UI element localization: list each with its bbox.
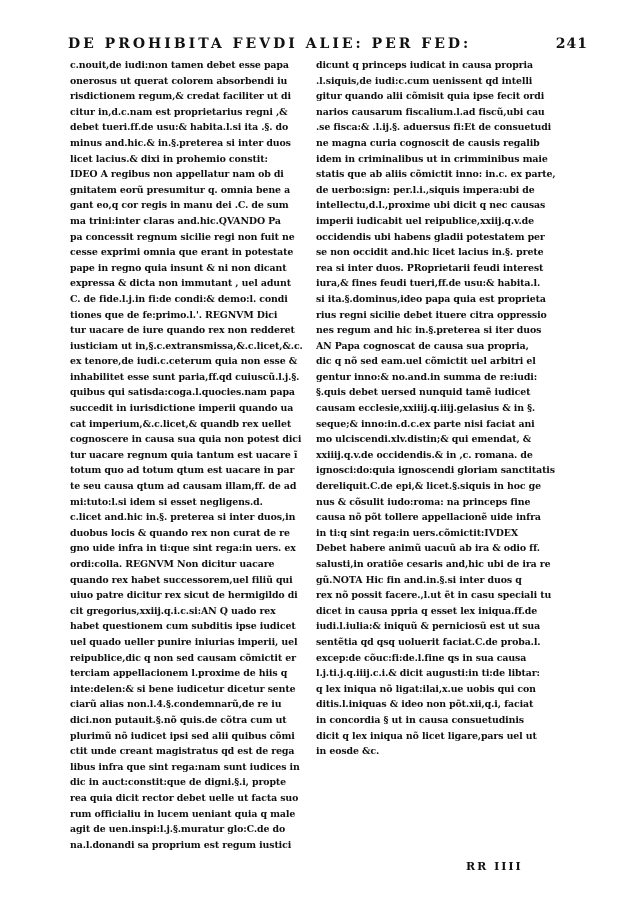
text-line: rius regni sicilie debet ituere citra oppressio bbox=[316, 309, 547, 321]
text-line: excep:de cõuc:fi:de.l.fine qs in sua causa bbox=[316, 652, 527, 664]
text-line: in ti:q sint rega:in uers.cõmictit:IVDEX bbox=[316, 527, 519, 539]
text-line: citur in,d.c.nam est proprietarius regni ,& bbox=[70, 106, 288, 118]
text-line: terciam appellacionem l.proxime de hiis q bbox=[70, 668, 288, 680]
text-line: causam ecclesie,xxiiij.q.iiij.gelasius & in §. bbox=[316, 403, 536, 415]
text-line: imperii iudicabit uel reipublice,xxiij.q.v.de bbox=[316, 215, 534, 227]
text-line: minus and.hic.& in.§.preterea si inter duos bbox=[70, 137, 291, 149]
text-line: quando rex habet successorem,uel filiũ qui bbox=[70, 574, 293, 586]
text-line: quibus qui satisda:coga.l.quocies.nam papa bbox=[70, 387, 295, 399]
text-line: dic in auct:constit:que de digni.§.i, propte bbox=[70, 777, 287, 789]
text-line: in concordia § ut in causa consuetudinis bbox=[316, 714, 524, 726]
text-line: habet questionem cum subditis ipse iudicet bbox=[70, 621, 296, 633]
text-line: nes regum and hic in.§.preterea si iter duos bbox=[316, 325, 542, 337]
text-line: ma trini:inter claras and.hic.QVANDO Pa bbox=[70, 215, 281, 227]
text-line: narios causarum fiscalium.l.ad fiscũ,ubi cau bbox=[316, 106, 545, 118]
left-text-column bbox=[70, 58, 316, 853]
text-line: gant eo,q cor regis in manu dei .C. de sum bbox=[70, 200, 289, 212]
text-line: succedit in iurisdictione imperii quando ua bbox=[70, 403, 294, 415]
text-line: cesse exprimi omnia que erant in potestate bbox=[70, 247, 294, 259]
text-line: .se fisca:& .l.ij.§. aduersus fi:Et de consuetudi bbox=[316, 122, 552, 134]
text-line: gitur quando alii cõmisit quia ipse fecit ordi bbox=[316, 91, 545, 103]
text-line: intellectu,d.l.,proxime ubi dicit q nec causas bbox=[316, 200, 546, 212]
text-line: iura,& fines feudi tueri,ff.de usu:& habita.l. bbox=[316, 278, 541, 290]
text-line: rum officialiu in lucem ueniant quia q male bbox=[70, 808, 296, 820]
text-line: gno uide infra in ti:que sint rega:in uers. ex bbox=[70, 543, 296, 555]
text-line: IDEO A regibus non appellatur nam ob di bbox=[70, 169, 284, 181]
text-line: C. de fide.l.j.in fi:de condi:& demo:l. condi bbox=[70, 293, 288, 305]
text-line: gũ.NOTA Hic fin and.in.§.si inter duos q bbox=[316, 574, 522, 586]
folio-number: 241 bbox=[555, 36, 588, 52]
text-line: ne magna curia cognoscit de causis regalib bbox=[316, 137, 540, 149]
text-line: seque;& inno:in.d.c.ex parte nisi faciat ani bbox=[316, 418, 535, 430]
text-line: de uerbo:sign: per.l.i.,siquis impera:ubi de bbox=[316, 184, 535, 196]
text-line: cognoscere in causa sua quia non potest dici bbox=[70, 434, 302, 446]
text-line: debet tueri.ff.de usu:& habita.l.si ita .§. do bbox=[70, 122, 289, 134]
text-line: mi:tuto:l.si idem si esset negligens.d. bbox=[70, 496, 263, 508]
text-line: tur uacare regnum quia tantum est uacare ĩ bbox=[70, 449, 298, 461]
text-line: ex tenore,de iudi.c.ceterum quia non esse & bbox=[70, 356, 298, 368]
text-line: expressa & dicta non immutant , uel adunt bbox=[70, 278, 291, 290]
text-line: gnitatem eorũ presumitur q. omnia bene a bbox=[70, 184, 291, 196]
text-line: uel quado ueller punire iniurias imperii, uel bbox=[70, 636, 298, 648]
text-line: risdictionem regum,& credat faciliter ut di bbox=[70, 91, 291, 103]
text-line: mo ulciscendi.xlv.distin;& qui emendat, & bbox=[316, 434, 532, 446]
text-line: agit de uen.inspi:l.j.§.muratur glo:C.de do bbox=[70, 824, 286, 836]
text-line: dicit q lex iniqua nõ licet ligare,pars uel ut bbox=[316, 730, 537, 742]
text-line: pa concessit regnum sicilie regi non fuit ne bbox=[70, 231, 295, 243]
text-line: ciarũ alias non.l.4.§.condemnarũ,de re iu bbox=[70, 699, 282, 711]
text-line: te seu causa qtum ad causam illam,ff. de ad bbox=[70, 481, 297, 493]
text-line: dicunt q princeps iudicat in causa propria bbox=[316, 60, 533, 71]
text-line: dic q nõ sed eam.uel cõmictit uel arbitri el bbox=[316, 356, 536, 368]
text-line: idem in criminalibus ut in crimminibus maie bbox=[316, 153, 548, 165]
text-line: sentẽtia qd qsq uoluerit faciat.C.de proba.l. bbox=[316, 636, 541, 648]
running-header bbox=[68, 36, 588, 58]
text-line: ordi:colla. REGNVM Non dicitur uacare bbox=[70, 559, 275, 570]
text-line: nus & cõsulit iudo:roma: na princeps fine bbox=[316, 496, 531, 508]
text-line: statis que ab aliis cõmictit inno: in.c. ex parte, bbox=[316, 169, 556, 181]
text-line: pape in regno quia insunt & ni non dicant bbox=[70, 262, 287, 274]
text-line: q lex iniqua nõ ligat:ilai,x.ue uobis qui con bbox=[316, 683, 536, 695]
text-line: totum quo ad totum qtum est uacare in par bbox=[70, 465, 295, 477]
text-line: plurimũ nõ iudicet ipsi sed alii quibus cõmi bbox=[70, 730, 295, 742]
text-line: reipublice,dic q non sed causam cõmictit er bbox=[70, 652, 296, 664]
text-line: rex nõ possit facere.,l.ut ẽt in casu speciali tu bbox=[316, 590, 552, 602]
text-line: causa nõ põt tollere appellacionẽ uide infra bbox=[316, 512, 541, 524]
signature-mark: RR IIII bbox=[466, 860, 523, 873]
text-line: tiones que de fe:primo.l.'. REGNVM Dici bbox=[70, 309, 278, 321]
text-line: ctit unde creant magistratus qd est de rega bbox=[70, 746, 295, 758]
text-line: gentur inno:& no.and.in summa de re:iudi: bbox=[316, 371, 538, 383]
text-line: iudi.l.iulia:& iniquũ & perniciosũ est ut sua bbox=[316, 621, 541, 633]
text-line: in eosde &c. bbox=[316, 746, 380, 758]
text-line: iusticiam ut in,§.c.extransmissa,&.c.licet,&.c. bbox=[70, 340, 303, 352]
text-line: ditis.l.iniquas & ideo non põt.xii,q.i, faciat bbox=[316, 699, 534, 711]
running-title: DE PROHIBITA FEVDI ALIE: PER FED: bbox=[68, 36, 472, 52]
text-line: xxiiij.q.v.de occidendis.& in ,c. romana. de bbox=[316, 449, 533, 461]
text-line: AN Papa cognoscat de causa sua propria, bbox=[316, 340, 529, 352]
text-line: salusti,in oratiõe cesaris and,hic ubi de ira re bbox=[316, 559, 551, 570]
text-line: onerosus ut querat colorem absorbendi iu bbox=[70, 75, 288, 87]
text-line: cit gregorius,xxiij.q.i.c.si:AN Q uado rex bbox=[70, 605, 276, 617]
text-line: c.nouit,de iudi:non tamen debet esse papa bbox=[70, 60, 289, 71]
text-line: rea si inter duos. PRoprietarii feudi interest bbox=[316, 262, 544, 274]
text-line: licet lacius.& dixi in prohemio constit: bbox=[70, 153, 268, 165]
text-line: occidendis ubi habens gladii potestatem per bbox=[316, 231, 545, 243]
text-line: inte:delen:& si bene iudicetur dicetur sente bbox=[70, 683, 296, 695]
text-line: na.l.donandi sa proprium est regum iustici bbox=[70, 839, 292, 851]
text-line: dereliquit.C.de epi,& licet.§.siquis in hoc ge bbox=[316, 481, 541, 493]
text-line: se non occidit and.hic licet lacius in.§. prete bbox=[316, 247, 544, 259]
text-line: tur uacare de iure quando rex non redderet bbox=[70, 325, 295, 337]
text-line: ignosci:do:quia ignoscendi gloriam sanctitatis bbox=[316, 465, 555, 477]
text-line: rea quia dicit rector debet uelle ut facta suo bbox=[70, 792, 299, 804]
text-line: inhabilitet esse sunt paria,ff.qd cuiuscũ.l.j.§. bbox=[70, 371, 300, 383]
text-line: dicet in causa ppria q esset lex iniqua.ff.de bbox=[316, 605, 538, 617]
text-line: libus infra que sint rega:nam sunt iudices in bbox=[70, 761, 300, 773]
text-line: l.j.ti.j.q.iiij.c.i.& dicit augusti:in ti:de libtar: bbox=[316, 668, 540, 680]
text-line: dici.non putauit.§.nõ quis.de cõtra cum ut bbox=[70, 714, 287, 726]
text-line: c.licet and.hic in.§. preterea si inter duos,in bbox=[70, 512, 296, 524]
text-line: uiuo patre dicitur rex sicut de hermigildo di bbox=[70, 590, 298, 602]
text-line: Debet habere animũ uacuũ ab ira & odio ff. bbox=[316, 543, 540, 555]
text-line: cat imperium,&.c.licet,& quandb rex uellet bbox=[70, 418, 292, 430]
text-line: si ita.§.dominus,ideo papa quia est proprieta bbox=[316, 293, 546, 305]
text-line: duobus locis & quando rex non curat de re bbox=[70, 527, 290, 539]
right-text-column bbox=[316, 58, 568, 760]
text-line: §.quis debet uersed nunquid tamẽ iudicet bbox=[316, 387, 531, 399]
text-line: .l.siquis,de iudi:c.cum uenissent qd intelli bbox=[316, 75, 533, 87]
